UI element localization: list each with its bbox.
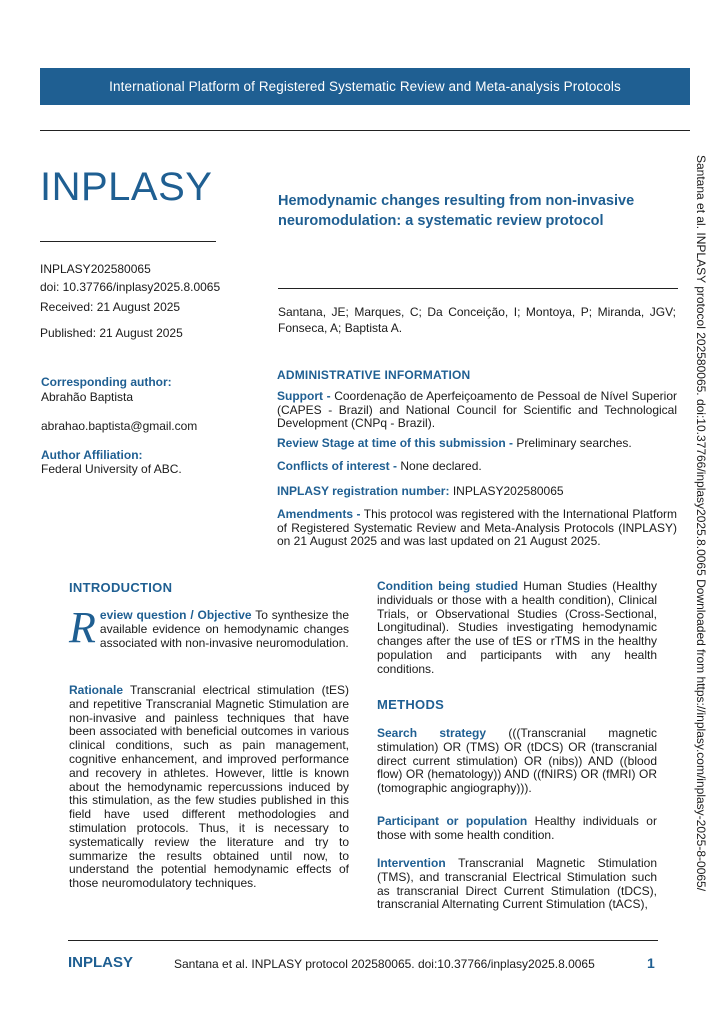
- registration-paragraph: [277, 485, 677, 499]
- header-banner: [40, 68, 690, 105]
- support-text: Coordenação de Aperfeiçoamento de Pessoal de Nível Superior (CAPES - Brazil) and National Council for Scientific and Technological Development (CNPq - Brazil).: [277, 389, 677, 430]
- search-strategy-label: Search strategy: [377, 726, 487, 740]
- review-stage-label: Review Stage at time of this submission -: [277, 436, 514, 450]
- doi-text[interactable]: doi: 10.37766/inplasy2025.8.0065: [40, 280, 221, 294]
- review-question-text: To synthesize the available evidence on hemodynamic changes associated with non-invasive neuromodulation.: [99, 608, 349, 650]
- review-question-label: eview question / Objective: [99, 608, 252, 622]
- dropcap-letter: R: [69, 603, 96, 652]
- participant-text: Healthy individuals or those with some health condition.: [377, 814, 657, 842]
- intervention-paragraph: [377, 857, 657, 912]
- banner-text: International Platform of Registered Systematic Review and Meta-analysis Protocols: [109, 79, 621, 94]
- brand-divider: [40, 241, 216, 242]
- intervention-text: Transcranial Magnetic Stimulation (TMS), and transcranial Electrical Stimulation such as transcranial Direct Current Stimulation (tDCS), transcranial Alternating Current Stimulation (tACS),: [377, 856, 657, 912]
- paper-title: Hemodynamic changes resulting from non-invasive neuromodulation: a systematic review protocol: [278, 193, 635, 229]
- protocol-id: INPLASY202580065: [40, 262, 151, 276]
- support-paragraph: [277, 390, 677, 431]
- review-stage-text: Preliminary searches.: [513, 436, 632, 450]
- conflicts-paragraph: [277, 460, 677, 474]
- condition-text: Human Studies (Healthy individuals or those with a health condition), Clinical Trials, or Observational Studies (Cross-Sectional, Longitudinal). Studies investigating hemodynamic changes after the use of tES or rTMS in the healthy population and participants with any health conditions.: [377, 579, 657, 676]
- header-divider: [40, 130, 690, 131]
- conflicts-text: None declared.: [397, 459, 482, 473]
- footer-brand: INPLASY: [68, 954, 134, 971]
- affiliation-label: Author Affiliation:: [41, 448, 143, 462]
- condition-paragraph: [377, 580, 657, 677]
- author-list: Santana, JE; Marques, C; Da Conceição, I; Montoya, P; Miranda, JGV; Fonseca, A; Baptista A.: [278, 305, 676, 335]
- amendments-text: This protocol was registered with the International Platform of Registered Systematic Review and Meta-Analysis Protocols (INPLASY) on 21 August 2025 and was last updated on 21 August 2025.: [277, 507, 677, 548]
- brand-logo: INPLASY: [40, 165, 213, 209]
- search-strategy-paragraph: [377, 727, 657, 796]
- condition-label: Condition being studied: [377, 579, 519, 593]
- amendments-label: Amendments -: [277, 507, 361, 521]
- registration-text: INPLASY202580065: [449, 484, 564, 498]
- participant-paragraph: [377, 815, 657, 843]
- side-citation: [690, 155, 714, 915]
- affiliation-text: Federal University of ABC.: [41, 462, 182, 476]
- side-citation-text: Santana et al. INPLASY protocol 202580065. doi:10.37766/inplasy2025.8.0065 Downloaded from https://inplasy.com/inplasy-2025-8-0065/: [694, 155, 708, 892]
- participant-label: Participant or population: [377, 814, 528, 828]
- author-email[interactable]: abrahao.baptista@gmail.com: [41, 419, 198, 433]
- methods-heading: METHODS: [377, 697, 445, 712]
- received-date: Received: 21 August 2025: [40, 300, 181, 314]
- corresponding-author-label: Corresponding author:: [41, 375, 172, 389]
- review-stage-paragraph: [277, 437, 677, 451]
- support-label: Support -: [277, 389, 331, 403]
- published-date: Published: 21 August 2025: [40, 326, 183, 340]
- admin-heading: ADMINISTRATIVE INFORMATION: [277, 368, 471, 382]
- title-divider: [278, 288, 678, 289]
- conflicts-label: Conflicts of interest -: [277, 459, 398, 473]
- rationale-text: Transcranial electrical stimulation (tES) and repetitive Transcranial Magnetic Stimulation are non-invasive and painless techniques that have been associated with beneficial outcomes in various clinical conditions, such as pain management, cognitive enhancement, and improved performance and recovery in athletes. However, little is known about the hemodynamic repercussions induced by this stimulation, as the few studies published in this field have used different methodologies and stimulation protocols. Thus, it is necessary to systematically review the literature and try to summarize the results obtained until now, to understand the potential hemodynamic effects of those neuromodulatory techniques.: [69, 683, 349, 891]
- introduction-heading: INTRODUCTION: [69, 580, 173, 595]
- rationale-paragraph: [69, 684, 349, 891]
- review-question-paragraph: [69, 603, 349, 652]
- rationale-label: Rationale: [69, 683, 124, 697]
- corresponding-author-name: Abrahão Baptista: [41, 390, 134, 404]
- footer-citation: Santana et al. INPLASY protocol 202580065. doi:10.37766/inplasy2025.8.0065: [174, 957, 595, 971]
- search-strategy-text: (((Transcranial magnetic stimulation) OR (TMS) OR (tDCS) OR (transcranial direct current stimulation) OR (nibs)) AND ((blood flow) OR (hematology)) AND ((fNIRS) OR (fMRI) OR (tomographic angiography))).: [377, 726, 657, 796]
- page-number: 1: [647, 955, 655, 971]
- amendments-paragraph: [277, 508, 677, 549]
- registration-label: INPLASY registration number:: [277, 484, 450, 498]
- footer-divider: [68, 940, 658, 941]
- intervention-label: Intervention: [377, 856, 446, 870]
